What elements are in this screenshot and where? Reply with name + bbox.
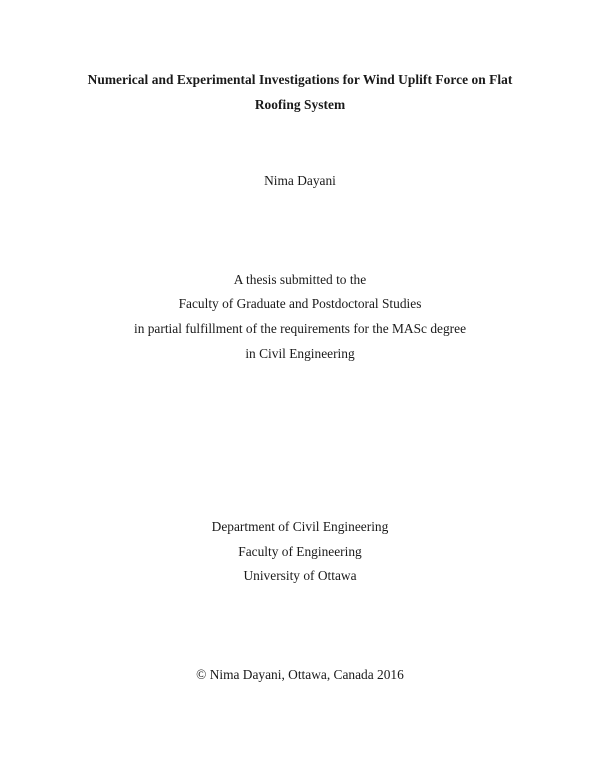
- title-line-1: Numerical and Experimental Investigations for Wind Uplift Force on Flat: [87, 72, 513, 87]
- copyright-notice: © Nima Dayani, Ottawa, Canada 2016: [196, 667, 404, 682]
- department: Department of Civil Engineering: [211, 519, 389, 534]
- submission-line-3: in partial fulfillment of the requirements for the MASc degree: [133, 321, 467, 336]
- university: University of Ottawa: [243, 568, 357, 583]
- submission-line-1: A thesis submitted to the: [233, 272, 367, 287]
- author-name: Nima Dayani: [264, 173, 336, 188]
- submission-line-2: Faculty of Graduate and Postdoctoral Studies: [178, 296, 422, 311]
- faculty: Faculty of Engineering: [238, 544, 362, 559]
- submission-line-4: in Civil Engineering: [245, 346, 355, 361]
- title-line-2: Roofing System: [254, 97, 346, 112]
